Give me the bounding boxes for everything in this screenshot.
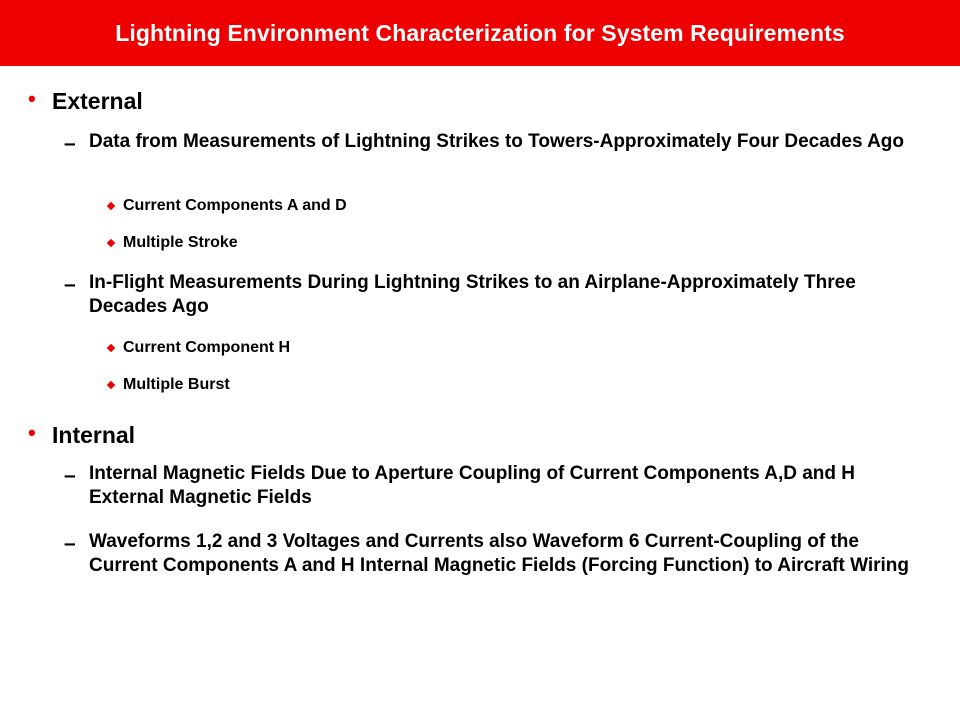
section-bullet-icon: • <box>28 86 36 111</box>
diamond-bullet-icon <box>107 381 115 389</box>
diamond-bullet-icon <box>107 202 115 210</box>
sub-list-item: Multiple Stroke <box>123 234 238 251</box>
dash-icon: – <box>64 273 76 296</box>
list-item: In-Flight Measurements During Lightning Strikes to an Airplane-Approximately Three Decades Ago <box>89 272 856 317</box>
section-heading-internal: Internal <box>52 422 136 448</box>
sub-list-item: Multiple Burst <box>123 376 230 393</box>
list-item: Data from Measurements of Lightning Strikes to Towers-Approximately Four Decades Ago <box>89 131 905 152</box>
sub-list-item: Current Component H <box>123 339 291 356</box>
dash-icon: – <box>64 132 76 155</box>
diamond-bullet-icon <box>107 239 115 247</box>
sub-list-item: Current Components A and D <box>123 197 347 214</box>
section-heading-external: External <box>52 88 143 114</box>
list-item: Internal Magnetic Fields Due to Aperture Coupling of Current Components A,D and H External Magnetic Fields <box>89 463 856 508</box>
diamond-bullet-icon <box>107 344 115 352</box>
list-item: Waveforms 1,2 and 3 Voltages and Currents also Waveform 6 Current-Coupling of the Current Components A and H Internal Magnetic Fields (Forcing Function) to Aircraft Wiring <box>89 531 910 576</box>
section-bullet-icon: • <box>28 420 36 445</box>
dash-icon: – <box>64 464 76 487</box>
dash-icon: – <box>64 532 76 555</box>
slide-title: Lightning Environment Characterization for System Requirements <box>115 19 845 46</box>
